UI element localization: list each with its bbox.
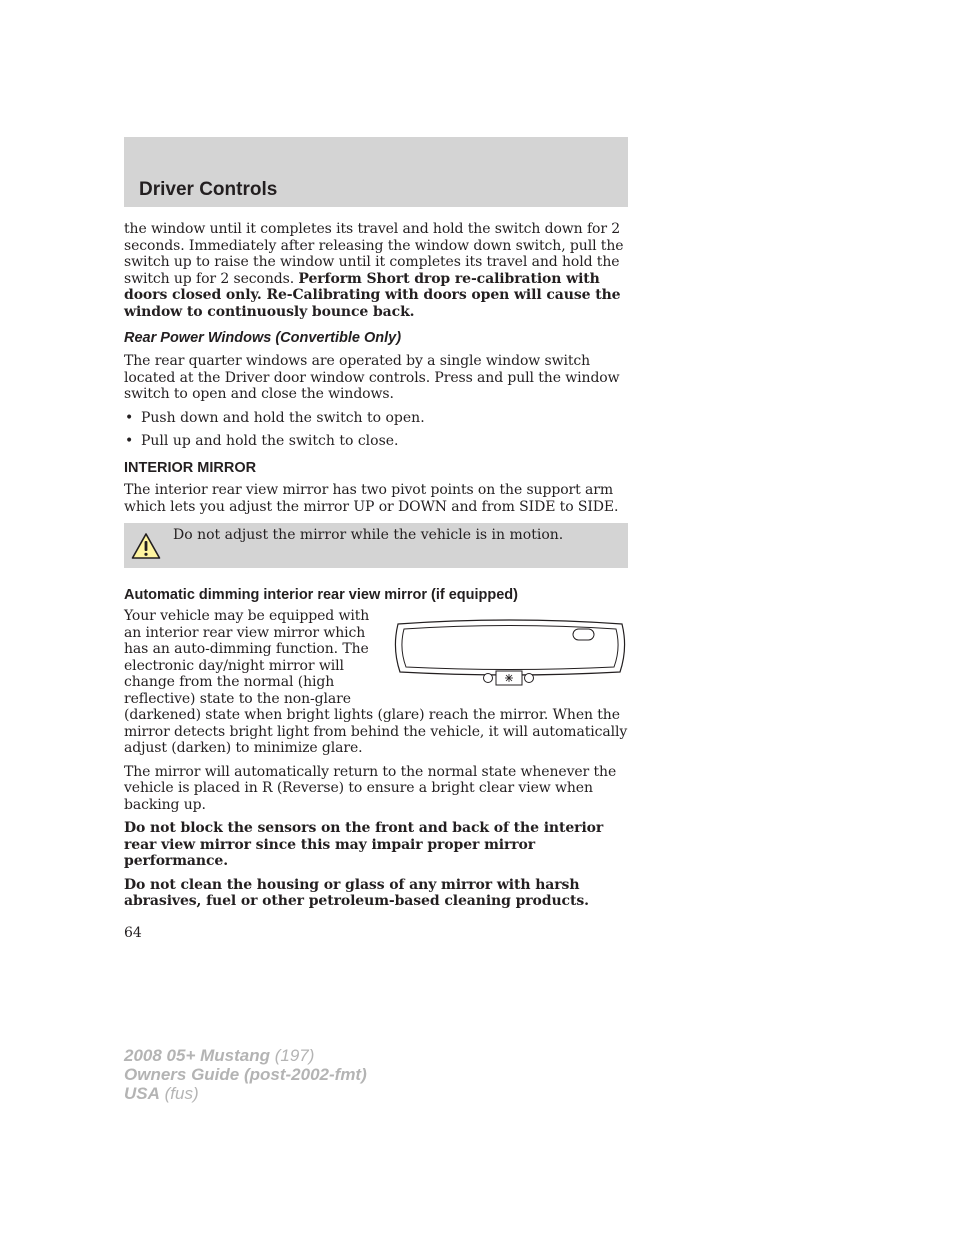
- interior-mirror-paragraph: The interior rear view mirror has two pivot points on the support arm which lets you adjust the mirror UP or DOWN and from SIDE to SIDE.: [124, 482, 619, 515]
- warning-triangle-icon: [131, 532, 161, 560]
- list-item: • Push down and hold the switch to open.: [125, 409, 425, 426]
- auto-dimming-paragraph: Your vehicle may be equipped with an interior rear view mirror which has an auto-dimming function. The electronic day/night mirror will change from the normal (high reflective) state to the non-glare (darkened) state when bright lights (glare) reach the mirror. When the mirror detects bright light from behind the vehicle, it will automatically adjust (darken) to minimize glare.: [124, 608, 628, 756]
- list-item: • Pull up and hold the switch to close.: [125, 432, 399, 449]
- rear-windows-heading: Rear Power Windows (Convertible Only): [124, 330, 402, 346]
- intro-bold-text: Perform Short drop re-calibration with doors closed only. Re-Calibrating with doors open will cause the window to continuously bounce back.: [124, 270, 621, 320]
- auto-dimming-heading: Automatic dimming interior rear view mirror (if equipped): [124, 587, 518, 603]
- rear-windows-paragraph: The rear quarter windows are operated by a single window switch located at the Driver door window controls. Press and pull the window switch to open and close the windows.: [124, 353, 620, 402]
- bullet-icon: •: [125, 409, 134, 426]
- reverse-paragraph: The mirror will automatically return to the normal state whenever the vehicle is placed in R (Reverse) to ensure a bright clear view when backing up.: [124, 763, 617, 813]
- interior-mirror-heading: INTERIOR MIRROR: [124, 460, 257, 476]
- intro-paragraph: [124, 221, 628, 320]
- warning-box: [124, 523, 628, 568]
- footer-line-1: 2008 05+ Mustang (197): [124, 1046, 315, 1065]
- footer-line-3: USA (fus): [124, 1084, 199, 1103]
- warning-text: Do not adjust the mirror while the vehicle is in motion.: [173, 527, 564, 543]
- cleaning-caution: Do not clean the housing or glass of any mirror with harsh abrasives, fuel or other petroleum-based cleaning products.: [124, 876, 589, 909]
- rear-windows-bullets: [124, 410, 628, 450]
- section-title: Driver Controls: [139, 179, 278, 200]
- bullet-icon: •: [125, 432, 134, 449]
- intro-text: the window until it completes its travel and hold the switch down for 2 seconds. Immediately after releasing the window down switch, pull the switch up to raise the window until it completes its travel and hold the switch up for 2 seconds.: [124, 221, 624, 287]
- sensor-caution: Do not block the sensors on the front and back of the interior rear view mirror since this may impair proper mirror performance.: [124, 820, 604, 869]
- footer: [124, 1046, 367, 1103]
- page-content: [124, 221, 628, 917]
- rear-view-mirror-illustration: [392, 618, 628, 692]
- footer-line-2: Owners Guide (post-2002-fmt): [124, 1065, 367, 1084]
- page-number: 64: [124, 925, 142, 941]
